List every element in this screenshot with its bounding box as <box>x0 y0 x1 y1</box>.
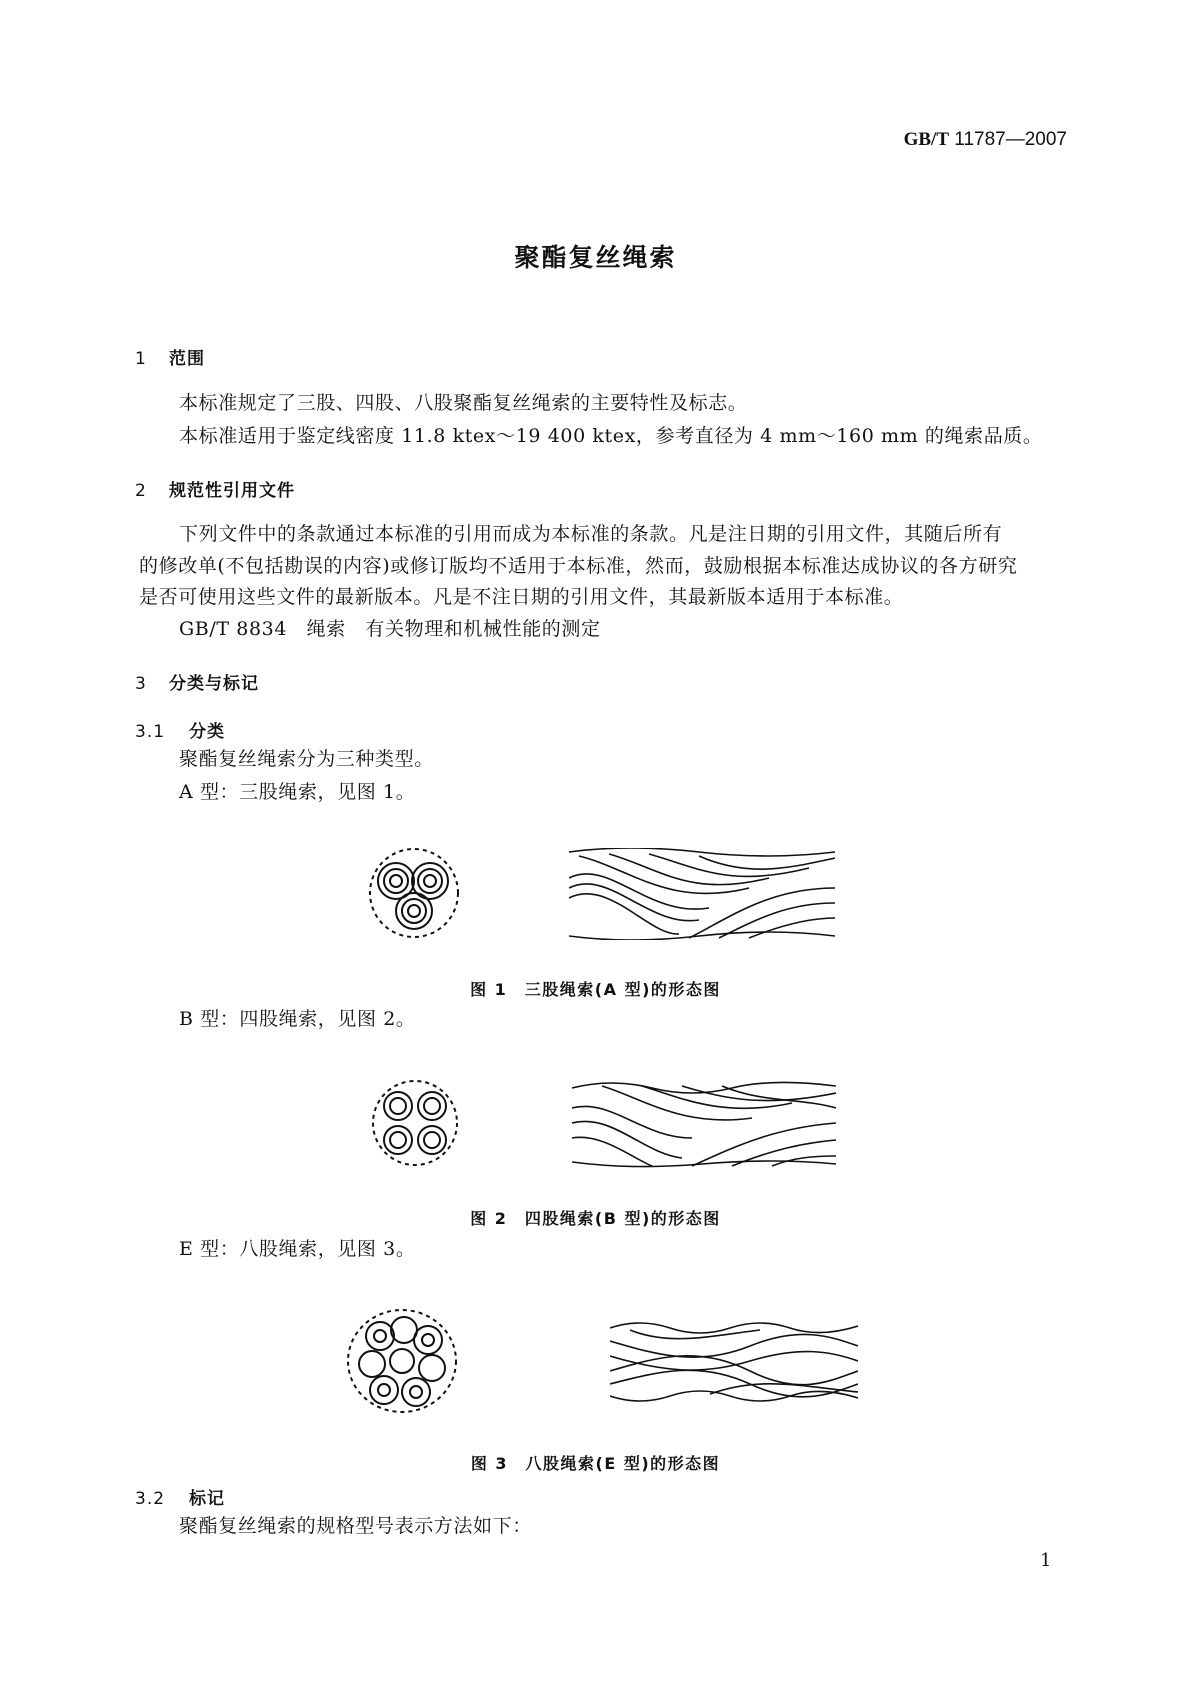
reference-item: GB/T 8834 绳索 有关物理和机械性能的测定 <box>179 618 601 640</box>
section-number: 2 <box>135 481 147 501</box>
section-3-heading <box>135 669 259 694</box>
section-title: 范围 <box>169 349 205 369</box>
section-1-heading <box>135 344 205 369</box>
type-a-text: A 型：三股绳索，见图 1。 <box>179 781 416 803</box>
paragraph: 聚酯复丝绳索分为三种类型。 <box>179 748 434 770</box>
section-title: 标记 <box>189 1489 225 1509</box>
figure-2-cross-section <box>368 1076 462 1170</box>
type-e-text: E 型：八股绳索，见图 3。 <box>179 1238 416 1260</box>
page-title: 聚酯复丝绳索 <box>514 243 677 272</box>
paragraph: 本标准规定了三股、四股、八股聚酯复丝绳索的主要特性及标志。 <box>179 392 748 414</box>
page-number: 1 <box>1040 1550 1052 1571</box>
figure-3-caption: 图 3 八股绳索(E 型)的形态图 <box>470 1454 721 1473</box>
figure-3-cross-section <box>344 1306 460 1416</box>
section-3-1-heading <box>135 717 225 742</box>
figure-2-rope-side-view <box>572 1078 836 1170</box>
type-b-text: B 型：四股绳索，见图 2。 <box>179 1008 416 1030</box>
code-number: 11787—2007 <box>949 129 1067 150</box>
section-title: 分类与标记 <box>169 674 259 694</box>
section-number: 3.1 <box>135 722 166 742</box>
section-2-heading <box>135 476 295 501</box>
section-title: 规范性引用文件 <box>169 481 295 501</box>
paragraph-line: 的修改单(不包括勘误的内容)或修订版均不适用于本标准，然而，鼓励根据本标准达成协议的各方研究 <box>139 555 1018 577</box>
figure-2-caption: 图 2 四股绳索(B 型)的形态图 <box>470 1209 721 1228</box>
figure-1-caption: 图 1 三股绳索(A 型)的形态图 <box>470 980 721 999</box>
section-number: 3 <box>135 674 147 694</box>
section-3-2-heading <box>135 1484 225 1509</box>
paragraph: 本标准适用于鉴定线密度 11.8 ktex～19 400 ktex，参考直径为 4 mm～160 mm 的绳索品质。 <box>179 425 1043 447</box>
paragraph: 聚酯复丝绳索的规格型号表示方法如下： <box>179 1515 532 1537</box>
figure-1-rope-side-view <box>569 848 835 940</box>
section-title: 分类 <box>189 722 225 742</box>
document-code <box>904 128 1067 151</box>
section-number: 1 <box>135 349 147 369</box>
section-number: 3.2 <box>135 1489 166 1509</box>
figure-3-rope-side-view <box>610 1316 858 1406</box>
figure-1-cross-section <box>366 845 462 941</box>
paragraph-line: 下列文件中的条款通过本标准的引用而成为本标准的条款。凡是注日期的引用文件，其随后所有 <box>179 523 1003 545</box>
code-prefix: GB/T <box>903 129 950 150</box>
paragraph-line: 是否可使用这些文件的最新版本。凡是不注日期的引用文件，其最新版本适用于本标准。 <box>139 586 904 608</box>
